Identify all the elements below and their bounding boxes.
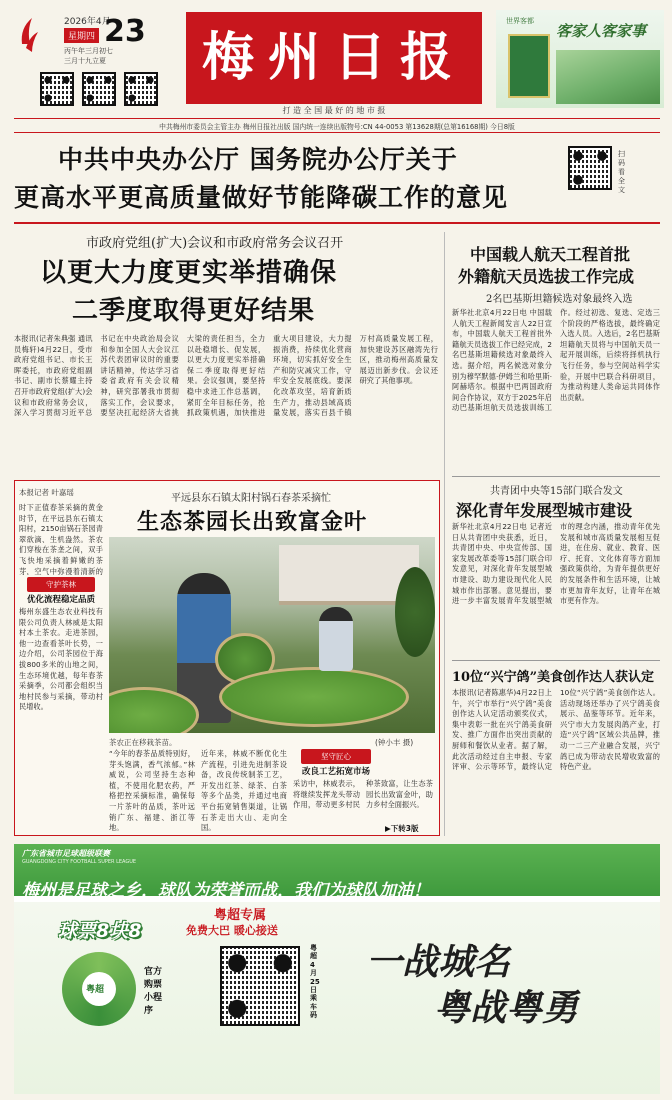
photo-tree (395, 567, 435, 657)
feature-photo[interactable] (109, 537, 435, 733)
ad-bus-1: 粤超专属 (214, 908, 267, 923)
photo-tray (219, 667, 409, 727)
feature-sub-1: 优化流程稳定品质 (26, 595, 95, 605)
feature-author: 本报记者 叶嘉瑶 (19, 488, 74, 497)
ad-big-1: 一战城名 (366, 942, 511, 983)
feature-caption: 茶农正在移栽茶苗。 (109, 738, 177, 747)
article1-body: 本报讯(记者朱典强 通讯员梅轩)4月22日，受市政府党组书记、市长王晖委托，市政府党组副书记、副市长蔡耀主持召开市政府党组(扩大)会议和市政府常务会议，深入学习贯彻习近平总书记在中央政治局会议和参加全国人大会议江苏代表团审议时的重要讲话精神，传达学习省委省政府有关会议精神，研究部署我市贯彻落实工作，会议要求，要坚决扛起经济大省挑大梁的责任担当，全力以赴稳增长、促发展，以更大力度更实举措确保二季度取得更好结果。会议强调，要坚持稳中求进工作总基调，紧盯全年目标任务，抢抓政策机遇，加快推进重大项目建设，大力提振消费，持续优化营商环境，切实抓好安全生产和防灾减灾工作，守牢安全发展底线。要深化改革攻坚，培育新质生产力，推动县域高质量发展，落实百县千镇万村高质量发展工程，加快建设苏区融湾先行区，推动梅州高质量发展迈出新步伐。会议还研究了其他事项。 (14, 334, 438, 418)
feature-body-d: 近年来，林威不断优化生产流程，引进先进制茶设备，改良传统制茶工艺，开发出红茶、绿茶、白茶等多个品类，并通过电商平台拓宽销售渠道，让锅石茶走出大山、走向全国。 (201, 749, 287, 833)
football-ad[interactable] (14, 844, 660, 1094)
qr-code-icon (40, 72, 74, 106)
lunar-date-1: 丙午年三月初七 (64, 47, 113, 55)
feature-title[interactable]: 生态茶园长出致富金叶 (137, 509, 368, 535)
article4-title[interactable]: 10位“兴宁鸽”美食创作达人获认定 (452, 670, 655, 685)
logo-emblem-icon (18, 14, 40, 62)
banner-landscape-image (556, 50, 660, 104)
ad-league-en: GUANGDONG CITY FOOTBALL SUPER LEAGUE (22, 859, 137, 865)
feature-body-b: 梅州东盛生态农业科技有限公司负责人林威是太阳村本土茶农。走进茶园，他一边查看茶叶长势，一边介绍，公司茶园位于海拔800多米的山地之间，生态环境优越，每年春茶采摘季，公司都会组织当地村民参与采摘，带动村民增收。 (19, 607, 103, 712)
masthead (0, 0, 672, 118)
continue-link[interactable]: ▶下转3版 (385, 824, 419, 833)
ad-big-2: 粤战粤勇 (434, 988, 579, 1029)
banner-title: 客家人客家事 (556, 22, 647, 40)
title-block (186, 12, 482, 104)
article3-rule (452, 660, 660, 661)
lunar-date-2: 三月十九立夏 (64, 57, 106, 65)
banner-sub: 世界客都 (506, 17, 534, 25)
ad-purchase-label: 官方购票小程序 (144, 967, 163, 1016)
article4-body: 本报讯(记者陈惠华)4月22日上午，兴宁市举行“兴宁鸽”美食创作达人认定活动颁奖仪式，集中表彰一批在兴宁鸽美食研发、推广方面作出突出贡献的厨师和餐饮从业者。据了解，此次活动经过自主申报、专家评审、公示等环节，最终认定10位“兴宁鸽”美食创作达人。活动现场还举办了兴宁鸽美食展示、品鉴等环节。近年来，兴宁市大力发展肉鸽产业，打造“兴宁鸽”区域公共品牌，推动一二三产业融合发展，兴宁鸽已成为带动农民增收致富的特色产业。 (452, 688, 660, 772)
weekday-badge: 星期四 (64, 28, 99, 43)
mini-program-code[interactable] (62, 952, 136, 1026)
qr-code-icon[interactable] (568, 146, 612, 190)
feature-box (14, 480, 440, 836)
ad-bus-side: 粤超4月25日乘车码 (310, 944, 320, 1020)
info-rule (14, 132, 660, 133)
feature-tag-1: 守护茶林 (27, 577, 95, 592)
feature-body-a: 时下正值春茶采摘的黄金时节，在平远县东石镇太阳村，2150亩锅石茶园青翠欲滴、生机盎然。茶农们穿梭在茶垄之间，双手飞快地采摘着鲜嫩的茶芽，空气中弥漫着清新的 (19, 503, 103, 575)
date-day: 23 (104, 14, 146, 49)
book-cover-image (508, 34, 550, 98)
right-banner (496, 10, 664, 108)
article2-title-1[interactable]: 中国载人航天工程首批 (470, 245, 631, 264)
feature-body-c: “今年的春茶品质特别好，芽头饱满，香气浓郁。”林威说，公司坚持生态种植，不使用化肥农药，严格把控采摘标准，确保每一片茶叶的品质，茶叶远销广东、福建、浙江等地。 (109, 749, 195, 833)
article3-body: 新华社北京4月22日电 记者近日从共青团中央获悉，近日，共青团中央、中央宣传部、国家发展改革委等15部门联合印发意见，对深化青年发展型城市建设、助力建设现代化人民城市作出部署。意见提出，要进一步丰富发展青年发展型城市的理念内涵，推动青年优先发展和城市高质量发展相互促进，在住房、就业、教育、医疗、托育、文化体育等方面加强政策供给，为青年提供更好的发展条件和生活环境，让城市更加青年友好，让青年在城市更有作为。 (452, 522, 660, 606)
article1-kicker: 市政府党组(扩大)会议和市政府常务会议召开 (86, 236, 344, 251)
qr-caption: 扫码看全文 (618, 150, 625, 194)
masthead-rule (14, 118, 660, 119)
lead-rule (14, 222, 660, 224)
lead-title-2[interactable]: 更高水平更高质量做好节能降碳工作的意见 (14, 183, 509, 212)
newspaper-title: 梅州日报 (201, 27, 466, 88)
feature-sub-2: 改良工艺拓宽市场 (301, 767, 370, 777)
feature-kicker: 平远县东石镇太阳村锅石春茶采摘忙 (171, 493, 331, 504)
column-divider (444, 232, 445, 836)
feature-tag-2: 坚守匠心 (301, 749, 371, 764)
ad-ticket: 球票8块8 (58, 920, 142, 942)
feature-photo-credit: (钟小丰 摄) (375, 738, 414, 747)
article1-title-2[interactable]: 二季度取得更好结果 (72, 296, 316, 326)
qr-code-icon (82, 72, 116, 106)
lead-title-1[interactable]: 中共中央办公厅 国务院办公厅关于 (58, 145, 458, 174)
bus-qr-code-icon[interactable] (220, 946, 300, 1026)
photo-worker (319, 607, 353, 671)
ad-bus-2: 免费大巴 暖心接送 (186, 924, 278, 937)
article2-title-2[interactable]: 外籍航天员选拔工作完成 (458, 267, 635, 286)
slogan: 打 造 全 国 最 好 的 地 市 报 (282, 106, 386, 115)
article3-title[interactable]: 深化青年发展型城市建设 (456, 501, 633, 520)
article2-subtitle: 2名巴基斯坦籍候选对象最终入选 (486, 294, 633, 305)
date-year: 2026年4月 (64, 17, 111, 27)
qr-code-icon (124, 72, 158, 106)
article2-body: 新华社北京4月22日电 中国载人航天工程新闻发言人22日宣布，中国载人航天工程首批外籍航天员选拔工作已经完成，2名巴基斯坦籍候选对象最终入选。据介绍，两名候选对象分别为穆罕默德·伊姆兰和哈里斯·阿赫塔尔。根据中巴两国政府间合作协议，双方于2025年启动巴基斯坦航天员选拔训练工作。经过初选、复选、定选三个阶段的严格选拔，最终确定入选人员。入选后，2名巴基斯坦籍航天员将与中国航天员一起开展训练，后续将择机执行飞行任务，参与空间站科学实验，开展中巴联合科研项目，为推动构建人类命运共同体作出贡献。 (452, 308, 660, 413)
article1-title-1[interactable]: 以更大力度更实举措确保 (40, 258, 338, 288)
article3-kicker: 共青团中央等15部门联合发文 (490, 486, 623, 497)
article2-rule (452, 476, 660, 477)
ad-slogan: 梅州是足球之乡，球队为荣誉而战，我们为球队加油！ (22, 881, 430, 901)
feature-body-e: 采访中，林威表示，将继续发挥龙头带动作用，带动更多村民种茶致富，让生态茶园长出致富金叶，助力乡村全面振兴。 (293, 779, 433, 810)
ad-league: 广东省城市足球超级联赛 (22, 849, 110, 858)
mini-program-label: 粤超 (86, 985, 105, 995)
publication-info: 中共梅州市委员会主管主办 梅州日报社出版 国内统一连续出版物号:CN 44-0053 第13628期(总第16168期) 今日8版 (159, 123, 515, 131)
